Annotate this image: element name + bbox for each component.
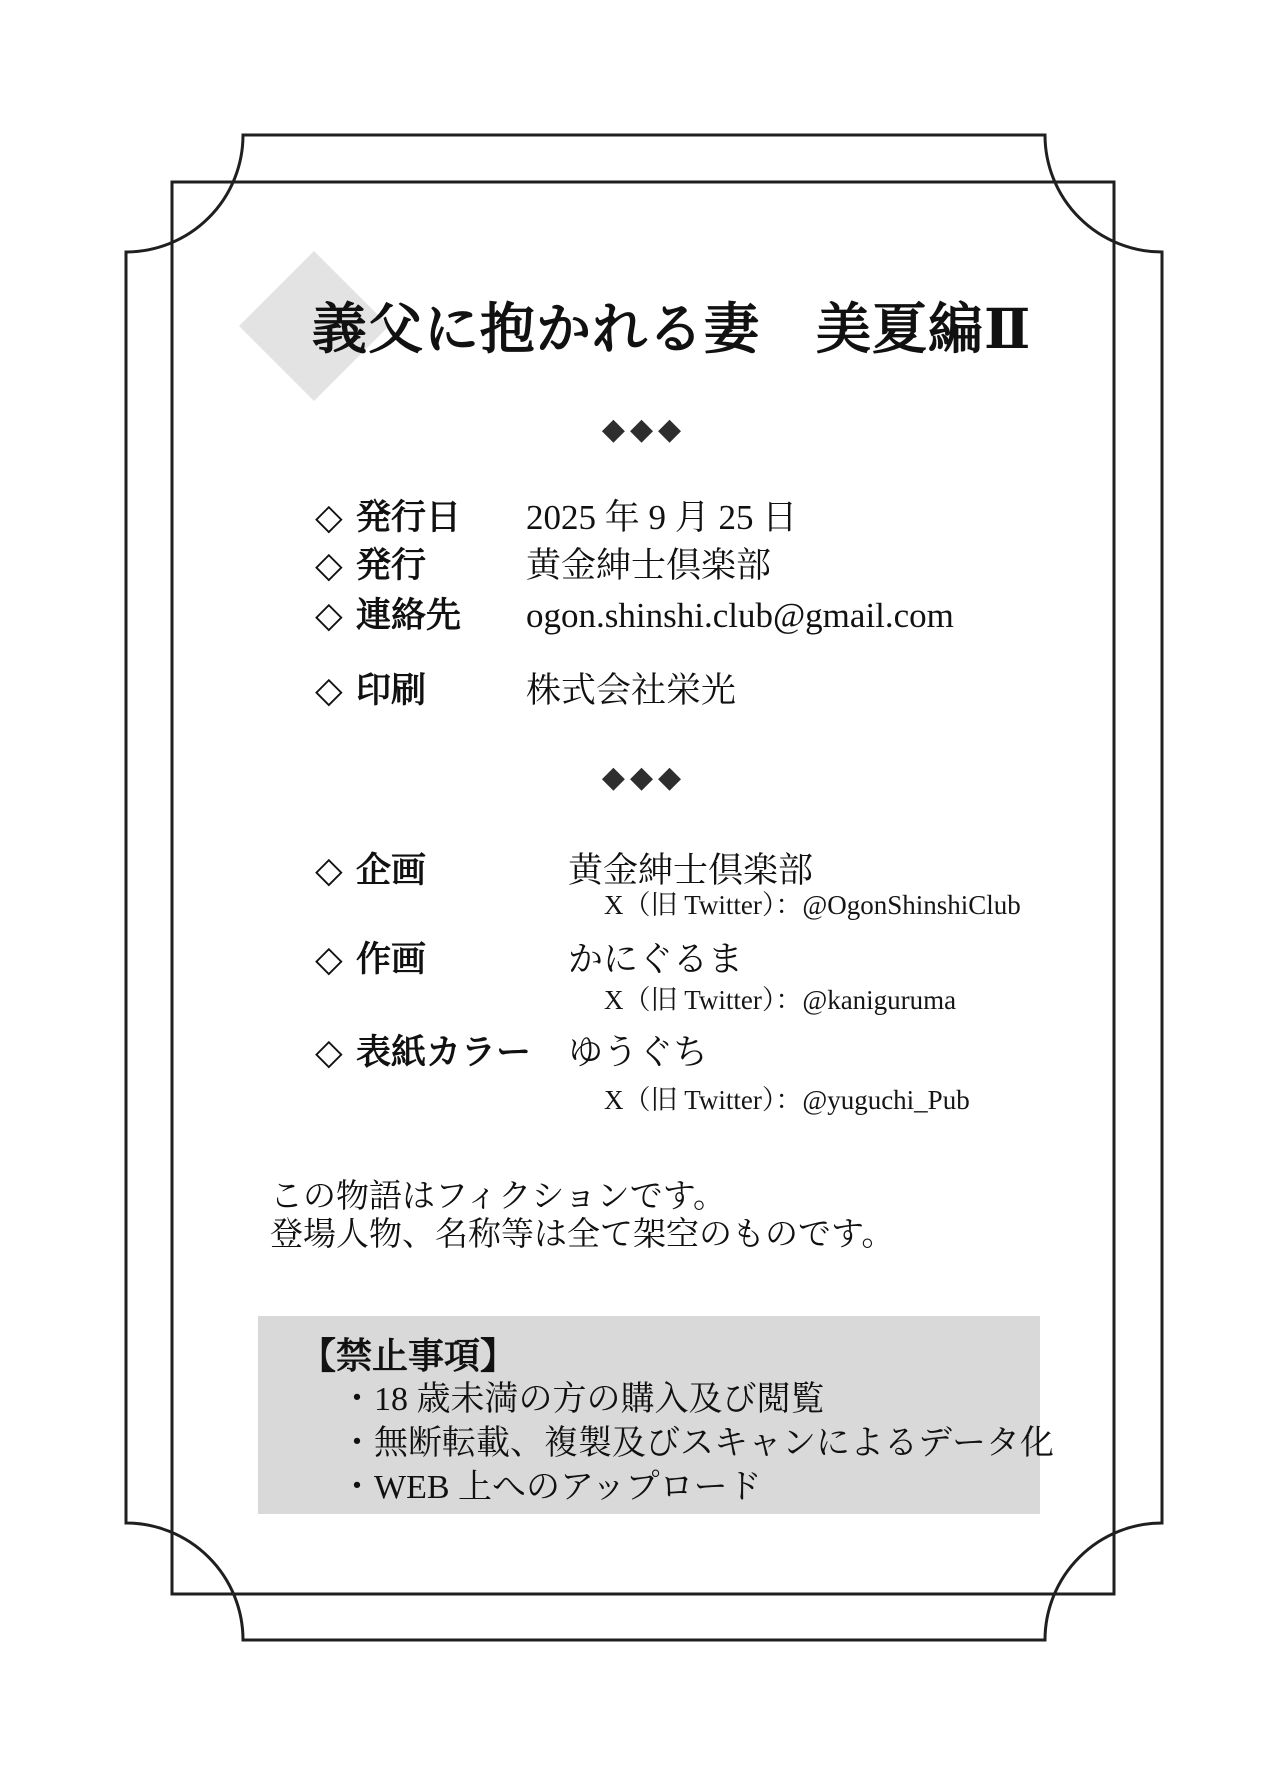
- prohibited-item: ・18 歳未満の方の購入及び閲覧: [340, 1381, 825, 1418]
- twitter-handle: X（旧 Twitter）：@OgonShinshiClub: [604, 890, 1021, 920]
- prohibited-items-box: [258, 1316, 1054, 1514]
- credit-row-planning: [315, 849, 813, 893]
- row-value: 黄金紳士倶楽部: [568, 851, 814, 890]
- diamond-outline-icon: ◇: [315, 850, 343, 891]
- fiction-disclaimer-line1: この物語はフィクションです。: [270, 1179, 727, 1215]
- colophon-row-printer: [315, 669, 736, 713]
- diamond-outline-icon: ◇: [315, 497, 343, 538]
- row-value: 黄金紳士倶楽部: [526, 546, 772, 585]
- row-value contact-email: ogon.shinshi.club@gmail.com: [526, 596, 954, 635]
- prohibited-item: ・無断転載、複製及びスキャンによるデータ化: [340, 1425, 1054, 1462]
- colophon-row-contact: [315, 594, 954, 638]
- diamond-outline-icon: ◇: [315, 545, 343, 586]
- row-label: 発行日: [356, 498, 462, 537]
- row-label: 発行: [356, 546, 427, 585]
- fiction-disclaimer: [270, 1178, 894, 1254]
- row-value: ゆうぐち: [568, 1033, 709, 1072]
- row-label: 印刷: [356, 671, 427, 710]
- diamond-outline-icon: ◇: [315, 1032, 343, 1073]
- colophon-row-publish-date: [315, 496, 797, 540]
- diamond-outline-icon: ◇: [315, 595, 343, 636]
- prohibited-list: [340, 1378, 1054, 1510]
- row-label: 作画: [356, 940, 427, 979]
- credit-row-artist: [315, 938, 743, 982]
- colophon-row-publisher: [315, 544, 771, 588]
- diamond-outline-icon: ◇: [315, 670, 343, 711]
- page-title: 義父に抱かれる妻 美夏編Ⅱ: [312, 299, 1032, 360]
- diamond-separator: ◆◆◆: [601, 412, 687, 447]
- row-value: 2025 年 9 月 25 日: [526, 498, 798, 537]
- row-label: 連絡先: [356, 596, 462, 635]
- row-value: 株式会社栄光: [526, 671, 737, 710]
- row-label: 表紙カラー: [356, 1033, 532, 1072]
- diamond-separator: ◆◆◆: [601, 760, 687, 795]
- prohibited-item: ・WEB 上へのアップロード: [340, 1469, 762, 1506]
- fiction-disclaimer-line2: 登場人物、名称等は全て架空のものです。: [270, 1217, 895, 1253]
- prohibited-heading: 【禁止事項】: [300, 1336, 517, 1376]
- twitter-handle: X（旧 Twitter）：@kaniguruma: [604, 985, 957, 1015]
- twitter-handle: X（旧 Twitter）：@yuguchi_Pub: [604, 1085, 970, 1115]
- row-value: かにぐるま: [568, 940, 744, 979]
- diamond-outline-icon: ◇: [315, 939, 343, 980]
- row-label: 企画: [356, 851, 427, 890]
- credit-row-cover-color: [315, 1031, 708, 1075]
